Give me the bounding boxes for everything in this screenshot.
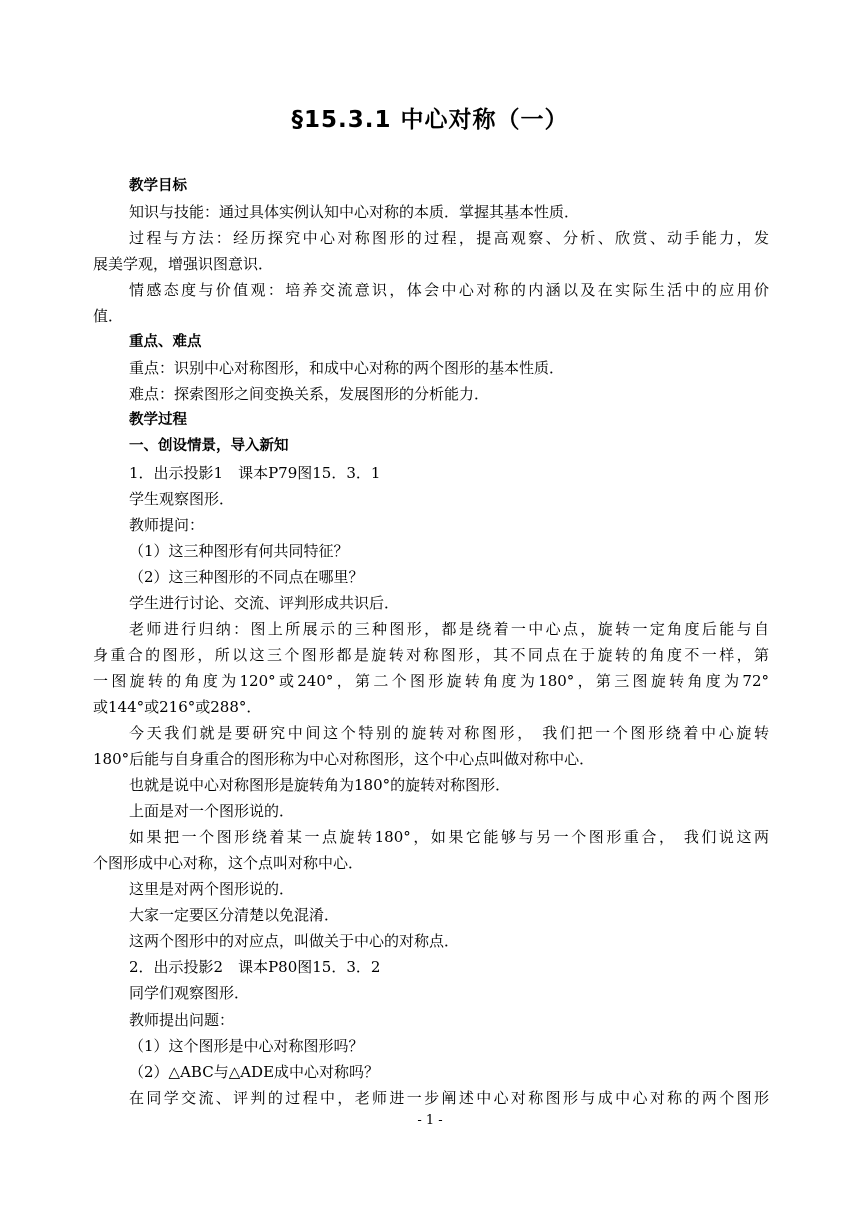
paragraph-line: 一图旋转的角度为120°或240°，第二个图形旋转角度为180°，第三图旋转角度为72° [93,671,769,690]
document-title: §15.3.1 中心对称（一） [291,107,569,133]
paragraph-line: 2．出示投影2 课本P80图15．3．2 [129,958,381,977]
paragraph-line: 在同学交流、评判的过程中，老师进一步阐述中心对称图形与成中心对称的两个图形 [129,1088,769,1107]
paragraph-line: 同学们观察图形． [129,984,250,1003]
paragraph-line: （1）这个图形是中心对称图形吗？ [129,1036,364,1055]
paragraph-line: 这里是对两个图形说的． [129,880,295,899]
paragraph-line: 教师提出问题： [129,1010,235,1029]
section-heading: 重点、难点 [129,334,202,351]
paragraph-line: 如果把一个图形绕着某一点旋转180°，如果它能够与另一个图形重合， 我们说这两 [129,828,769,847]
paragraph-line: 教师提问： [129,515,205,534]
document-body [93,173,769,1111]
paragraph-line: 今天我们就是要研究中间这个特别的旋转对称图形， 我们把一个图形绕着中心旋转 [129,723,769,742]
paragraph-line: 这两个图形中的对应点，叫做关于中心的对称点． [129,932,460,951]
paragraph-line: 上面是对一个图形说的． [129,802,295,821]
paragraph-line: 老师进行归纳：图上所展示的三种图形，都是绕着一中心点，旋转一定角度后能与自 [129,619,769,638]
paragraph-line: 值． [93,307,124,326]
paragraph-line: （2）这三种图形的不同点在哪里？ [129,567,364,586]
paragraph-line: 个图形成中心对称，这个点叫对称中心． [93,854,364,873]
paragraph-line: 180°后能与自身重合的图形称为中心对称图形，这个中心点叫做对称中心． [93,750,595,769]
paragraph-line: 身重合的图形，所以这三个图形都是旋转对称图形，其不同点在于旋转的角度不一样，第 [93,645,769,664]
paragraph-line: 1．出示投影1 课本P79图15．3．1 [129,463,381,482]
paragraph-line: 或144°或216°或288°． [93,697,262,716]
section-heading: 一、创设情景，导入新知 [129,438,289,455]
paragraph-line: 情感态度与价值观：培养交流意识，体会中心对称的内涵以及在实际生活中的应用价 [129,281,769,300]
paragraph-line: 展美学观，增强识图意识． [93,255,274,274]
page-number: - 1 - [417,1113,443,1128]
paragraph-line: 知识与技能：通过具体实例认知中心对称的本质．掌握其基本性质． [129,203,580,222]
paragraph-line: 学生观察图形． [129,489,235,508]
section-heading: 教学目标 [129,178,187,194]
paragraph-line: 也就是说中心对称图形是旋转角为180°的旋转对称图形． [129,776,511,795]
paragraph-line: 重点：识别中心对称图形，和成中心对称的两个图形的基本性质． [129,359,565,378]
paragraph-line: 大家一定要区分清楚以免混淆． [129,906,340,925]
paragraph-line: 过程与方法：经历探究中心对称图形的过程，提高观察、分析、欣赏、动手能力，发 [129,229,769,248]
paragraph-line: （1）这三种图形有何共同特征？ [129,541,349,560]
section-heading: 教学过程 [129,412,187,429]
paragraph-line: 难点：探索图形之间变换关系，发展图形的分析能力． [129,385,490,404]
paragraph-line: 学生进行讨论、交流、评判形成共识后． [129,593,400,612]
paragraph-line: （2）△ABC与△ADE成中心对称吗？ [129,1062,380,1081]
